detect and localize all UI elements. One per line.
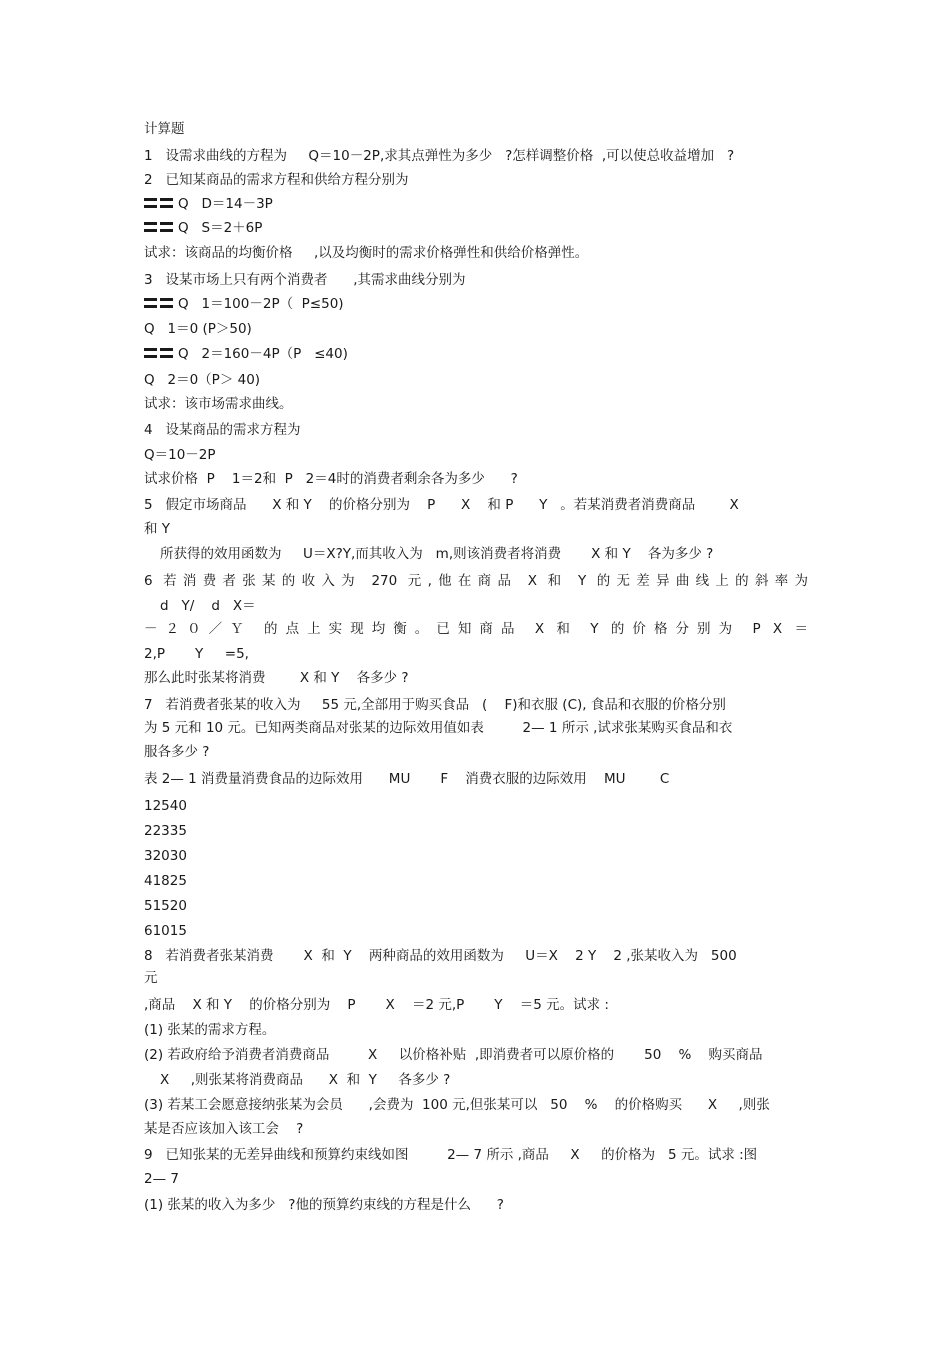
problem-9-text: 9 已知张某的无差异曲线和预算约束线如图 2— 7 所示 ,商品 X 的价格为 5 元。试求 :图 xyxy=(144,1147,758,1163)
problem-4-question: 试求价格 P 1＝2和 P 2＝4时的消费者剩余各为多少 ? xyxy=(144,471,518,487)
equation-line xyxy=(144,219,262,237)
equation-text: Q 2＝0（P＞ 40) xyxy=(144,372,261,388)
table-row: 12540 xyxy=(144,798,187,814)
problem-3-text: 3 设某市场上只有两个消费者 ,其需求曲线分别为 xyxy=(144,272,466,288)
table-row: 22335 xyxy=(144,823,187,839)
problem-7-text: 7 若消费者张某的收入为 55 元,全部用于购买食品 ( F)和衣服 (C), 食品和衣服的价格分别 xyxy=(144,697,726,713)
equation-bullet-icon xyxy=(144,296,174,310)
equation-text: Q D＝14－3P xyxy=(178,196,273,212)
table-row: 41825 xyxy=(144,873,187,889)
problem-6-text: 2,P Y =5, xyxy=(144,646,249,662)
problem-6-text: 6 若消费者张某的收入为 270 元,他在商品 X 和 Y 的无差异曲线上的斜率为 xyxy=(144,573,808,589)
problem-6-text: －２０／Ｙ 的点上实现均衡。已知商品 X 和 Y 的价格分别为 P X ＝ xyxy=(144,621,808,637)
equation-bullet-icon xyxy=(144,196,174,210)
figure-reference: 2— 7 xyxy=(144,1171,179,1187)
equation-text: Q＝10－2P xyxy=(144,447,216,463)
equation-text: Q 1＝100－2P（ P≤50) xyxy=(178,296,344,312)
problem-3-question: 试求：该市场需求曲线。 xyxy=(144,396,293,412)
problem-8-subquestion-1: (1) 张某的需求方程。 xyxy=(144,1022,276,1038)
problem-2-text: 2 已知某商品的需求方程和供给方程分别为 xyxy=(144,172,409,188)
equation-line xyxy=(144,345,348,363)
problem-8-text: ,商品 X 和 Y 的价格分别为 P X ＝2 元,P Y ＝5 元。试求 : xyxy=(144,997,609,1013)
equation-line xyxy=(144,295,344,313)
equation-text: Q 2＝160－4P（P ≤40) xyxy=(178,346,348,362)
equation-bullet-icon xyxy=(144,220,174,234)
table-row: 32030 xyxy=(144,848,187,864)
equation-bullet-icon xyxy=(144,346,174,360)
problem-8-text: 元 xyxy=(144,970,158,986)
equation-text: Q S＝2＋6P xyxy=(178,220,263,236)
problem-8-subquestion-2: X ,则张某将消费商品 X 和 Y 各多少 ? xyxy=(160,1072,451,1088)
problem-6-text: d Y/ d X＝ xyxy=(160,598,256,614)
problem-1-text: 1 设需求曲线的方程为 Q＝10－2P,求其点弹性为多少 ?怎样调整价格 ,可以使总收益增加 ? xyxy=(144,148,735,164)
problem-7-question: 服各多少 ? xyxy=(144,744,210,760)
table-row: 61015 xyxy=(144,923,187,939)
equation-text: Q 1＝0 (P＞50) xyxy=(144,321,252,337)
problem-2-question: 试求：该商品的均衡价格 ,以及均衡时的需求价格弹性和供给价格弹性。 xyxy=(144,245,589,261)
section-title: 计算题 xyxy=(144,121,185,137)
problem-6-question: 那么此时张某将消费 X 和 Y 各多少 ? xyxy=(144,670,409,686)
problem-9-subquestion-1: (1) 张某的收入为多少 ?他的预算约束线的方程是什么 ? xyxy=(144,1197,504,1213)
problem-4-text: 4 设某商品的需求方程为 xyxy=(144,422,301,438)
table-row: 51520 xyxy=(144,898,187,914)
problem-8-subquestion-3: 某是否应该加入该工会 ? xyxy=(144,1121,304,1137)
problem-8-text: 8 若消费者张某消费 X 和 Y 两种商品的效用函数为 U＝X 2 Y 2 ,张某收入为 500 xyxy=(144,948,737,964)
problem-5-text: 和 Y xyxy=(144,521,171,537)
problem-8-subquestion-2: (2) 若政府给予消费者消费商品 X 以价格补贴 ,即消费者可以原价格的 50 % 购买商品 xyxy=(144,1047,763,1063)
equation-line xyxy=(144,195,273,213)
problem-5-text: 所获得的效用函数为 U＝X?Y,而其收入为 m,则该消费者将消费 X 和 Y 各为多少 ? xyxy=(160,546,714,562)
problem-5-text: 5 假定市场商品 X 和 Y 的价格分别为 P X 和 P Y 。若某消费者消费商品 X xyxy=(144,497,739,513)
problem-7-text: 为 5 元和 10 元。已知两类商品对张某的边际效用值如表 2— 1 所示 ,试求张某购买食品和衣 xyxy=(144,720,733,736)
table-caption: 表 2— 1 消费量消费食品的边际效用 MU F 消费衣服的边际效用 MU C xyxy=(144,771,670,787)
problem-8-subquestion-3: (3) 若某工会愿意接纳张某为会员 ,会费为 100 元,但张某可以 50 % 的价格购买 X ,则张 xyxy=(144,1097,770,1113)
